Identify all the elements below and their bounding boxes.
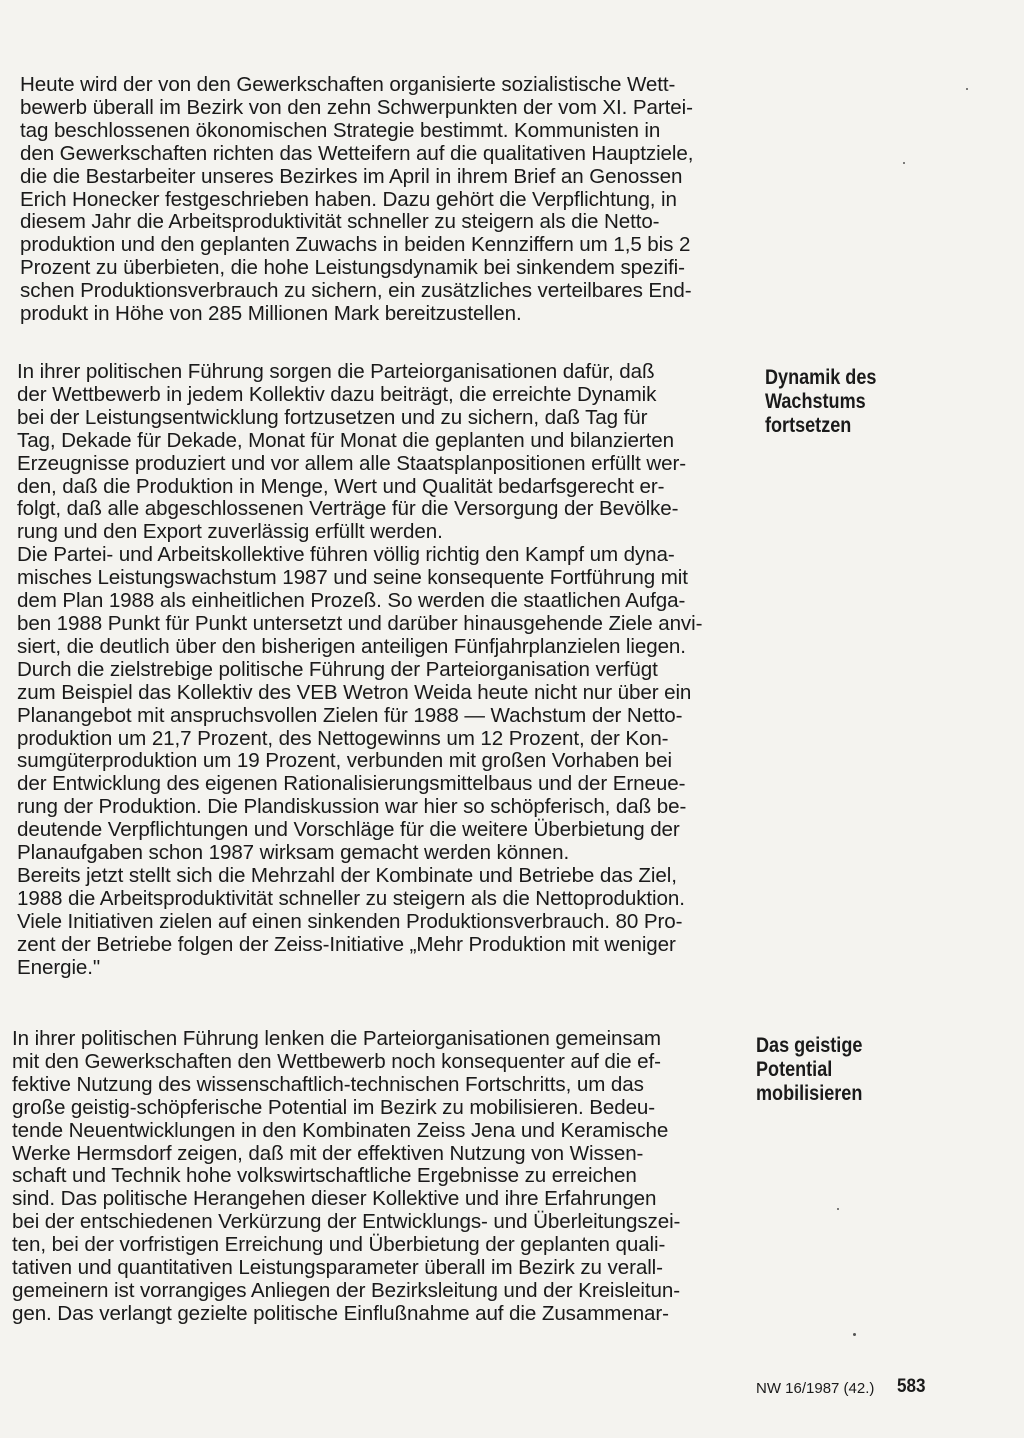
- text-line: Bereits jetzt stellt sich die Mehrzahl der Kombinate und Betriebe das Ziel,: [17, 863, 677, 887]
- text-line: rung und den Export zuverlässig erfüllt werden.: [17, 520, 443, 544]
- side-heading-1: [765, 366, 876, 438]
- text-line: Energie.": [17, 955, 101, 979]
- body-paragraph-3: [12, 1028, 742, 1326]
- text-line: produktion und den geplanten Zuwachs in beiden Kennziffern um 1,5 bis 2: [20, 233, 691, 257]
- text-line: Viele Initiativen zielen auf einen sinkenden Produktionsverbrauch. 80 Pro-: [17, 909, 683, 933]
- text-line: Werke Hermsdorf zeigen, daß mit der effektiven Nutzung von Wissen-: [12, 1141, 644, 1165]
- text-line: dem Plan 1988 als einheitlichen Prozeß. So werden die staatlichen Aufga-: [17, 589, 686, 613]
- text-line: sumgüterproduktion um 19 Prozent, verbunden mit großen Vorhaben bei: [17, 749, 672, 773]
- text-line: Erzeugnisse produziert und vor allem alle Staatsplanpositionen erfüllt wer-: [17, 451, 687, 475]
- text-line: sind. Das politische Herangehen dieser Kollektive und ihre Erfahrungen: [12, 1187, 657, 1211]
- text-line: Die Partei- und Arbeitskollektive führen völlig richtig den Kampf um dyna-: [17, 543, 675, 567]
- text-line: Heute wird der von den Gewerkschaften organisierte sozialistische Wett-: [20, 73, 676, 96]
- text-line: tende Neuentwicklungen in den Kombinaten Zeiss Jena und Keramische: [12, 1118, 669, 1142]
- text-line: der Wettbewerb in jedem Kollektiv dazu beiträgt, die erreichte Dynamik: [17, 382, 657, 406]
- side-heading-line: Dynamik des: [765, 366, 877, 389]
- text-line: In ihrer politischen Führung sorgen die Parteiorganisationen dafür, daß: [17, 360, 655, 383]
- text-line: gemeinern ist vorrangiges Anliegen der Bezirksleitung und der Kreisleitun-: [12, 1278, 680, 1302]
- text-line: produkt in Höhe von 285 Millionen Mark bereitzustellen.: [20, 302, 522, 326]
- scan-speck: [853, 1333, 856, 1336]
- text-line: den Gewerkschaften richten das Wetteifern auf die qualitativen Hauptziele,: [20, 141, 694, 165]
- text-line: Prozent zu überbieten, die hohe Leistungsdynamik bei sinkendem spezifi-: [20, 256, 685, 280]
- side-heading-line: Wachstums: [765, 390, 866, 413]
- text-line: Planaufgaben schon 1987 wirksam gemacht werden können.: [17, 841, 570, 865]
- scan-speck: [903, 162, 905, 164]
- text-line: mit den Gewerkschaften den Wettbewerb noch konsequenter auf die ef-: [12, 1049, 661, 1073]
- side-heading-line: Potential: [756, 1058, 833, 1081]
- text-line: die die Bestarbeiter unseres Bezirkes im April in ihrem Brief an Genossen: [20, 164, 683, 188]
- text-line: Erich Honecker festgeschrieben haben. Dazu gehört die Verpflichtung, in: [20, 187, 677, 211]
- text-line: deutende Verpflichtungen und Vorschläge für die weitere Überbietung der: [17, 818, 680, 842]
- text-line: bei der entschiedenen Verkürzung der Entwicklungs- und Überleitungszei-: [12, 1210, 681, 1234]
- text-line: der Entwicklung des eigenen Rationalisierungsmittelbaus und der Erneue-: [17, 772, 686, 796]
- text-line: Durch die zielstrebige politische Führung der Parteiorganisation verfügt: [17, 657, 658, 681]
- side-heading-line: mobilisieren: [756, 1082, 863, 1105]
- text-line: schen Produktionsverbrauch zu sichern, ein zusätzliches verteilbares End-: [20, 279, 692, 303]
- text-line: misches Leistungswachstum 1987 und seine konsequente Fortführung mit: [17, 566, 688, 590]
- scan-speck: [966, 88, 968, 90]
- text-line: fektive Nutzung des wissenschaftlich-technischen Fortschritts, um das: [12, 1072, 644, 1096]
- text-line: diesem Jahr die Arbeitsproduktivität schneller zu steigern als die Netto-: [20, 210, 660, 234]
- footer-citation: NW 16/1987 (42.): [756, 1380, 875, 1397]
- text-line: 1988 die Arbeitsproduktivität schneller zu steigern als die Nettoproduktion.: [17, 886, 685, 910]
- page-number: 583: [897, 1376, 926, 1397]
- text-line: ben 1988 Punkt für Punkt untersetzt und darüber hinausgehende Ziele anvi-: [17, 611, 703, 635]
- text-line: zent der Betriebe folgen der Zeiss-Initiative „Mehr Produktion mit weniger: [17, 932, 676, 956]
- text-line: rung der Produktion. Die Plandiskussion war hier so schöpferisch, daß be-: [17, 795, 687, 819]
- text-line: folgt, daß alle abgeschlossenen Verträge für die Versorgung der Bevölke-: [17, 497, 679, 521]
- text-line: ten, bei der vorfristigen Erreichung und Überbietung der geplanten quali-: [12, 1233, 666, 1257]
- text-line: tag beschlossenen ökonomischen Strategie bestimmt. Kommunisten in: [20, 118, 661, 142]
- side-heading-line: fortsetzen: [765, 414, 852, 437]
- text-line: bewerb überall im Bezirk von den zehn Schwerpunkten der vom XI. Partei-: [20, 95, 693, 119]
- text-line: In ihrer politischen Führung lenken die Parteiorganisationen gemeinsam: [12, 1027, 661, 1050]
- scan-speck: [837, 1208, 839, 1210]
- side-heading-2: [756, 1034, 862, 1106]
- text-line: den, daß die Produktion in Menge, Wert und Qualität bedarfsgerecht er-: [17, 474, 665, 498]
- text-line: siert, die deutlich über den bisherigen anteiligen Fünfjahrplanzielen liegen.: [17, 634, 686, 658]
- text-line: tativen und quantitativen Leistungsparameter überall im Bezirk zu verall-: [12, 1256, 663, 1280]
- side-heading-line: Das geistige: [756, 1034, 863, 1057]
- text-line: schaft und Technik hohe volkswirtschaftliche Ergebnisse zu erreichen: [12, 1164, 637, 1188]
- text-line: Tag, Dekade für Dekade, Monat für Monat die geplanten und bilanzierten: [17, 428, 674, 452]
- text-line: zum Beispiel das Kollektiv des VEB Wetron Weida heute nicht nur über ein: [17, 680, 692, 704]
- text-line: produktion um 21,7 Prozent, des Nettogewinns um 12 Prozent, der Kon-: [17, 726, 669, 750]
- text-line: gen. Das verlangt gezielte politische Einflußnahme auf die Zusammenar-: [12, 1301, 669, 1325]
- text-line: bei der Leistungsentwicklung fortzusetzen und zu sichern, daß Tag für: [17, 405, 648, 429]
- body-paragraph-1: [20, 74, 750, 326]
- text-line: Planangebot mit anspruchsvollen Zielen für 1988 — Wachstum der Netto-: [17, 703, 683, 727]
- text-line: große geistig-schöpferische Potential im Bezirk zu mobilisieren. Bedeu-: [12, 1095, 656, 1119]
- body-paragraph-2: [17, 361, 747, 979]
